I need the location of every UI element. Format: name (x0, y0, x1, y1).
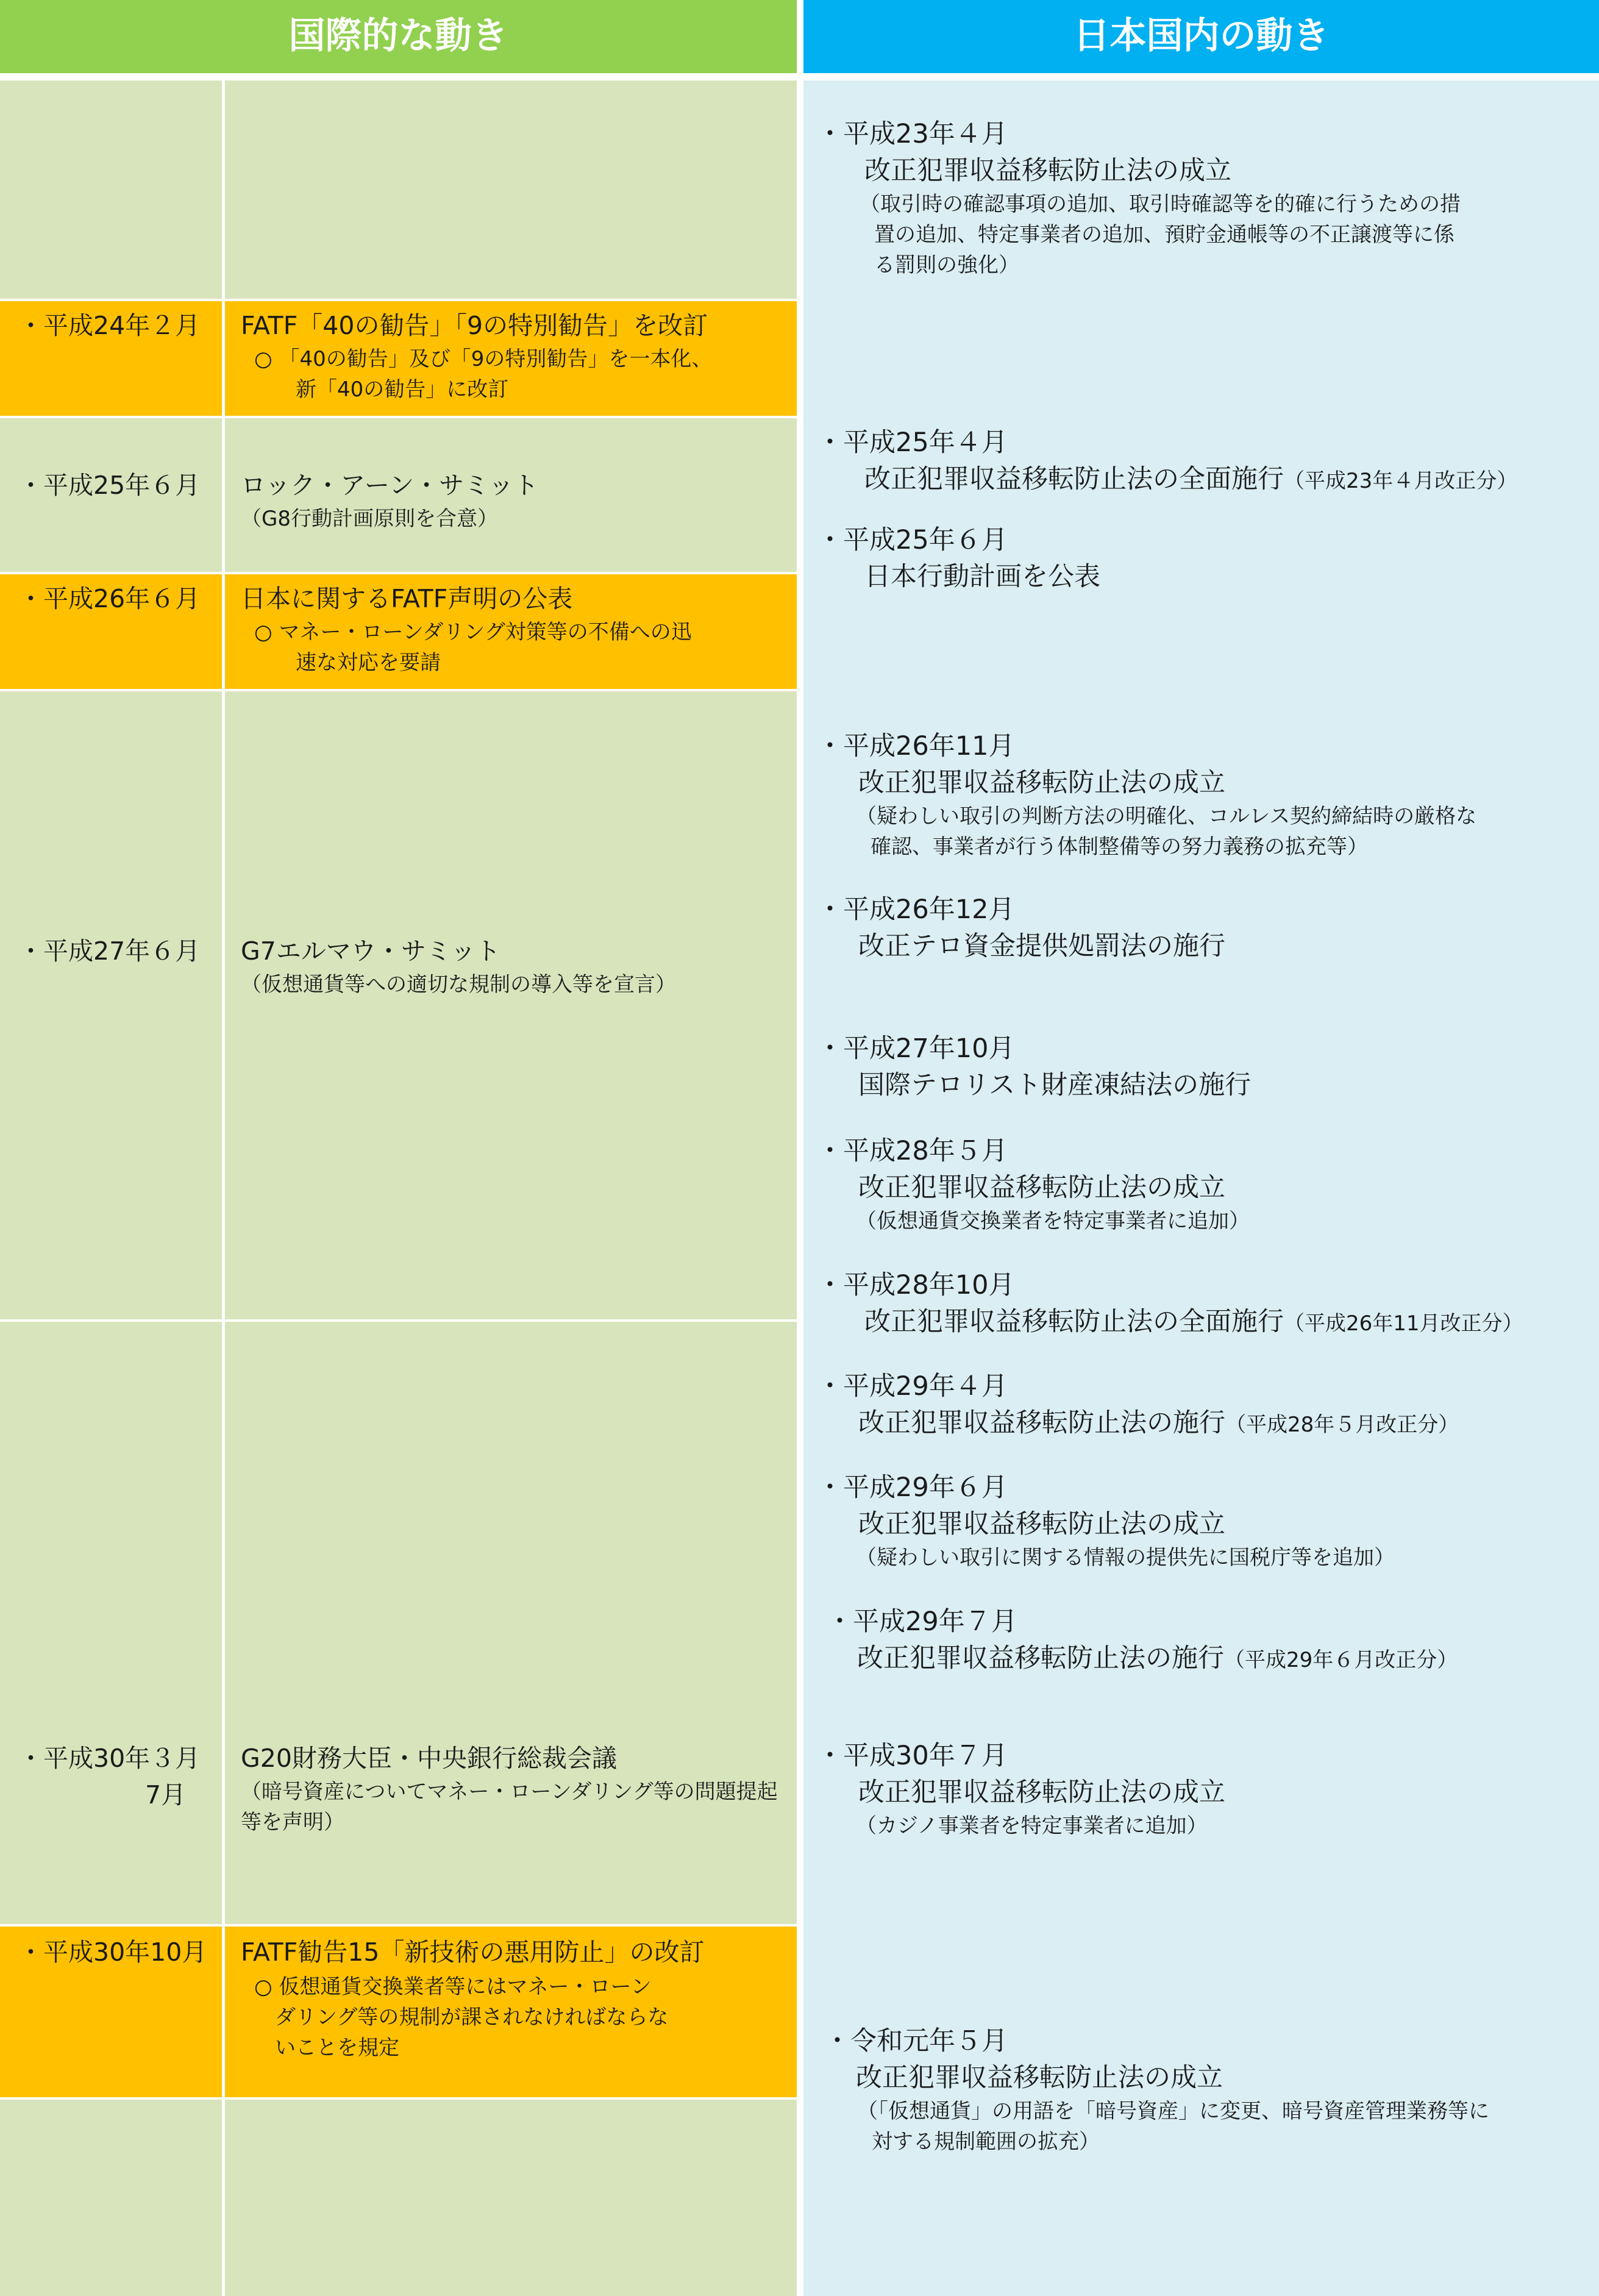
event-note: 置の追加、特定事業者の追加、預貯金通帳等の不正譲渡等に係 (874, 223, 1455, 247)
event-title: 改正犯罪収益移転防止法の成立 (858, 768, 1225, 798)
intl-sub: 等を声明） (241, 1810, 344, 1834)
intl-row-body (225, 418, 797, 574)
intl-row-body (225, 574, 797, 691)
event-date: ・平成29年６月 (817, 1472, 1008, 1503)
event-title: 国際テロリスト財産凍結法の施行 (858, 1070, 1252, 1100)
intl-sub: （仮想通貨等への適切な規制の導入等を宣言） (241, 972, 676, 997)
event-date: ・平成28年10月 (817, 1270, 1015, 1300)
event-title: 改正犯罪収益移転防止法の全面施行 (864, 1307, 1284, 1337)
event-note: 対する規制範囲の拡充） (872, 2130, 1100, 2154)
intl-sub: （暗号資産についてマネー・ローンダリング等の問題提起 (241, 1780, 778, 1804)
domestic-event (817, 1738, 1588, 1841)
intl-row-date (0, 1927, 222, 2100)
event-note: （「仮想通貨」の用語を「暗号資産」に変更、暗号資産管理業務等に (857, 2099, 1489, 2123)
domestic-event (817, 891, 1588, 964)
event-date: ・平成29年４月 (817, 1371, 1008, 1402)
event-title: 改正テロ資金提供処罰法の施行 (858, 931, 1225, 961)
event-date: ・令和元年５月 (824, 2026, 1008, 2056)
intl-row-date (0, 1322, 222, 1927)
intl-title: FATF「40の勧告」「9の特別勧告」を改訂 (241, 311, 708, 340)
domestic-event (817, 1133, 1588, 1236)
intl-date: ・平成27年６月 (18, 936, 201, 966)
event-title: 改正犯罪収益移転防止法の成立 (858, 1509, 1225, 1539)
event-note: （疑わしい取引の判断方法の明確化、コルレス契約締結時の厳格な (856, 804, 1477, 829)
domestic-event (817, 116, 1588, 280)
intl-sub: 速な対応を要請 (254, 651, 441, 675)
intl-date: ・平成30年10月 (18, 1938, 207, 1967)
intl-row-date (0, 2100, 222, 2296)
intl-row-date (0, 301, 222, 418)
domestic-event (817, 1267, 1588, 1342)
domestic-event (817, 1368, 1588, 1443)
domestic-event (817, 1469, 1588, 1573)
intl-sub: いことを規定 (254, 2036, 399, 2060)
intl-sub: ○ 「40の勧告」及び「9の特別勧告」を一本化、 (254, 347, 713, 371)
event-note: （カジノ事業者を特定事業者に追加） (856, 1814, 1208, 1838)
event-note: る罰則の強化） (874, 253, 1019, 277)
event-title: 改正犯罪収益移転防止法の成立 (858, 1777, 1225, 1808)
event-date: ・平成27年10月 (817, 1033, 1015, 1064)
intl-date: ・平成25年６月 (18, 471, 201, 500)
intl-date: ・平成30年３月 (18, 1744, 201, 1773)
domestic-event (817, 728, 1588, 862)
event-title-note: （平成29年６月改正分） (1224, 1648, 1458, 1672)
event-title: 改正犯罪収益移転防止法の施行 (857, 1643, 1224, 1674)
intl-title: FATF勧告15「新技術の悪用防止」の改訂 (241, 1938, 705, 1967)
event-date: ・平成30年７月 (817, 1741, 1008, 1771)
intl-sub: ○ 仮想通貨交換業者等にはマネー・ローン (254, 1975, 652, 1999)
intl-row-date (0, 574, 222, 691)
intl-title: 日本に関するFATF声明の公表 (241, 584, 573, 613)
event-title-note: （平成28年５月改正分） (1225, 1413, 1459, 1437)
intl-date-second: 7月 (145, 1780, 187, 1809)
intl-row-body (225, 1927, 797, 2100)
event-date: ・平成23年４月 (817, 119, 1008, 149)
domestic-event (827, 1603, 1598, 1678)
domestic-event (824, 2023, 1595, 2157)
intl-title: G20財務大臣・中央銀行総裁会議 (241, 1744, 617, 1773)
event-note: （疑わしい取引に関する情報の提供先に国税庁等を追加） (856, 1546, 1395, 1570)
domestic-event (817, 1030, 1588, 1103)
intl-date: ・平成24年２月 (18, 311, 201, 340)
intl-sub: 新「40の勧告」に改訂 (254, 377, 509, 402)
event-note: （仮想通貨交換業者を特定事業者に追加） (856, 1209, 1250, 1233)
event-title: 改正犯罪収益移転防止法の施行 (858, 1408, 1225, 1438)
domestic-event (817, 522, 1588, 595)
event-note: 確認、事業者が行う体制整備等の努力義務の拡充等） (871, 835, 1368, 859)
event-date: ・平成26年11月 (817, 731, 1015, 761)
international-header: 国際的な動き (0, 0, 797, 73)
event-title-note: （平成26年11月改正分） (1284, 1311, 1523, 1336)
event-date: ・平成28年５月 (817, 1136, 1008, 1166)
event-title: 日本行動計画を公表 (864, 562, 1100, 592)
event-date: ・平成29年７月 (827, 1606, 1017, 1637)
event-date: ・平成25年４月 (817, 427, 1008, 458)
event-note: （取引時の確認事項の追加、取引時確認等を的確に行うための措 (860, 192, 1461, 216)
domestic-header: 日本国内の動き (803, 0, 1599, 73)
intl-title: ロック・アーン・サミット (241, 471, 539, 500)
intl-sub: ダリング等の規制が課されなければならな (254, 2005, 669, 2030)
intl-row-body (225, 2100, 797, 2296)
event-date: ・平成26年12月 (817, 894, 1015, 925)
event-title-note: （平成23年４月改正分） (1284, 469, 1518, 493)
intl-row-date (0, 80, 222, 301)
event-date: ・平成25年６月 (817, 525, 1008, 555)
intl-row-body (225, 691, 797, 1322)
intl-row-date (0, 418, 222, 574)
domestic-event (817, 424, 1588, 499)
event-title: 改正犯罪収益移転防止法の成立 (864, 155, 1231, 186)
event-title: 改正犯罪収益移転防止法の成立 (858, 1172, 1225, 1203)
intl-row-body (225, 301, 797, 418)
intl-row-date (0, 691, 222, 1322)
intl-date: ・平成26年６月 (18, 584, 201, 613)
intl-row-body (225, 80, 797, 301)
intl-title: G7エルマウ・サミット (241, 936, 501, 966)
intl-sub: ○ マネー・ローンダリング対策等の不備への迅 (254, 620, 692, 644)
event-title: 改正犯罪収益移転防止法の成立 (856, 2062, 1223, 2093)
event-title: 改正犯罪収益移転防止法の全面施行 (864, 464, 1284, 494)
intl-row-body (225, 1322, 797, 1927)
intl-sub: （G8行動計画原則を合意） (241, 507, 498, 531)
